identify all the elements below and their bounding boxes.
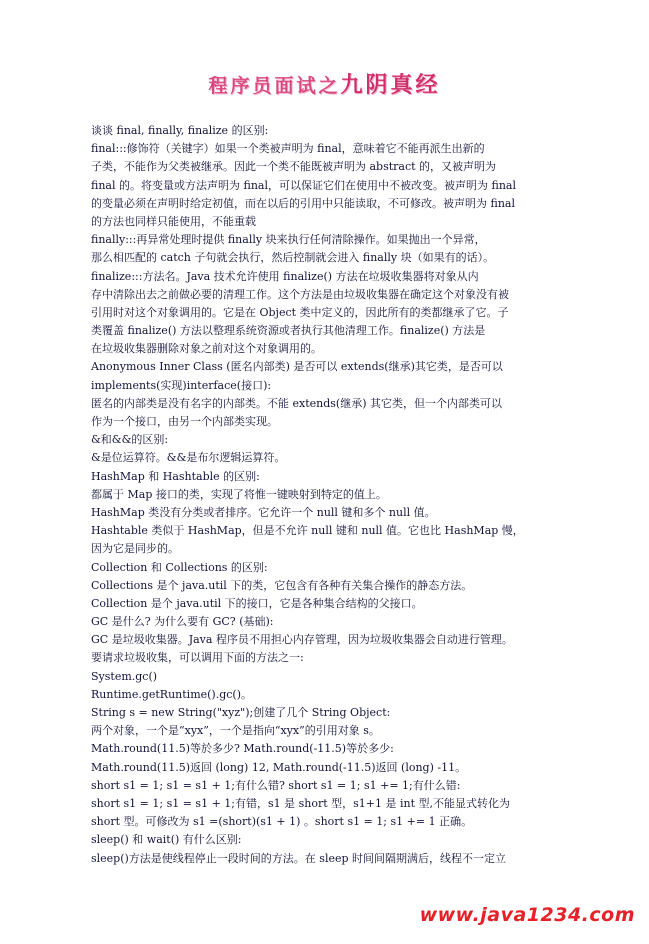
text-line: Hashtable 类似于 HashMap，但是不允许 null 键和 null 值。它也比 HashMap 慢， <box>91 524 524 538</box>
text-line: GC 是垃圾收集器。Java 程序员不用担心内存管理，因为垃圾收集器会自动进行管理。 <box>91 633 513 647</box>
text-line: finalize:::方法名。Java 技术允许使用 finalize() 方法在垃圾收集器将对象从内 <box>91 269 479 283</box>
text-line: 那么相匹配的 catch 子句就会执行，然后控制就会进入 finally 块（如果有的话）。 <box>91 251 495 265</box>
text-line: HashMap 和 Hashtable 的区别: <box>91 469 260 483</box>
text-line: final:::修饰符（关键字）如果一个类被声明为 final，意味着它不能再派生出新的 <box>91 142 485 156</box>
text-line: 两个对象，一个是“xyx”，一个是指向“xyx”的引用对象 s。 <box>91 724 380 738</box>
text-line: HashMap 类没有分类或者排序。它允许一个 null 键和多个 null 值。 <box>91 505 436 519</box>
text-line: Runtime.getRuntime().gc()。 <box>91 687 252 701</box>
text-line: 因为它是同步的。 <box>91 542 179 556</box>
text-line: &是位运算符。&&是布尔逻辑运算符。 <box>91 451 286 465</box>
text-line: 引用时对这个对象调用的。它是在 Object 类中定义的，因此所有的类都继承了它。子 <box>91 305 509 319</box>
text-line: Math.round(11.5)等於多少? Math.round(-11.5)等於多少: <box>91 742 394 756</box>
text-line: sleep() 和 wait() 有什么区别: <box>91 833 242 847</box>
text-line: 作为一个接口，由另一个内部类实现。 <box>91 415 278 428</box>
page-title-prefix: 程序员面试之 <box>208 75 341 97</box>
text-line: implements(实现)interface(接口): <box>91 378 272 392</box>
text-line: Collections 是个 java.util 下的类，它包含有各种有关集合操作的静态方法。 <box>91 578 473 592</box>
text-line: 存中清除出去之前做必要的清理工作。这个方法是由垃圾收集器在确定这个对象没有被 <box>91 287 509 301</box>
text-line: Math.round(11.5)返回 (long) 12, Math.round(-11.5)返回 (long) -11。 <box>91 760 467 774</box>
text-line: 的变量必须在声明时给定初值，而在以后的引用中只能读取，不可修改。被声明为 final <box>91 196 515 210</box>
text-line: 都属于 Map 接口的类，实现了将惟一键映射到特定的值上。 <box>91 487 387 501</box>
text-line: final 的。将变量或方法声明为 final，可以保证它们在使用中不被改变。被声明为 final <box>91 178 516 192</box>
text-line: Collection 是个 java.util 下的接口，它是各种集合结构的父接口。 <box>91 596 423 610</box>
footer-watermark-url[interactable]: www.java1234.com <box>419 904 635 926</box>
text-line: 的方法也同样只能使用，不能重载 <box>91 214 256 228</box>
text-line: String s = new String("xyz");创建了几个 String Object: <box>91 706 391 719</box>
text-line: 在垃圾收集器删除对象之前对这个对象调用的。 <box>91 342 322 356</box>
text-line: GC 是什么? 为什么要有 GC? (基础): <box>91 615 274 629</box>
text-line: Collection 和 Collections 的区别: <box>91 560 268 574</box>
text-line: Anonymous Inner Class (匿名内部类) 是否可以 extends(继承)其它类，是否可以 <box>91 360 503 374</box>
text-line: 子类，不能作为父类被继承。因此一个类不能既被声明为 abstract 的，又被声明为 <box>91 160 497 174</box>
text-line: short s1 = 1; s1 = s1 + 1;有什么错? short s1 = 1; s1 += 1;有什么错: <box>91 778 461 792</box>
text-line: finally:::再异常处理时提供 finally 块来执行任何清除操作。如果抛出一个异常， <box>91 233 486 247</box>
page-title <box>0 74 649 98</box>
text-line: &和&&的区别: <box>91 433 169 447</box>
text-line: 匿名的内部类是没有名字的内部类。不能 extends(继承) 其它类，但一个内部类可以 <box>91 396 502 410</box>
text-line: 类覆盖 finalize() 方法以整理系统资源或者执行其他清理工作。finalize() 方法是 <box>91 324 486 338</box>
text-line: 要请求垃圾收集，可以调用下面的方法之一: <box>91 651 304 665</box>
text-line: System.gc() <box>91 669 158 683</box>
text-line: 谈谈 final, finally, finalize 的区别: <box>91 124 269 137</box>
text-line: short 型。可修改为 s1 =(short)(s1 + 1) 。short s1 = 1; s1 += 1 正确。 <box>91 815 473 829</box>
text-line: short s1 = 1; s1 = s1 + 1;有错，s1 是 short 型，s1+1 是 int 型,不能显式转化为 <box>91 796 511 810</box>
page-title-emphasis: 九阴真经 <box>340 73 441 98</box>
text-line: sleep()方法是使线程停止一段时间的方法。在 sleep 时间间隔期满后，线程不一定立 <box>91 851 507 865</box>
document-body <box>91 122 573 868</box>
